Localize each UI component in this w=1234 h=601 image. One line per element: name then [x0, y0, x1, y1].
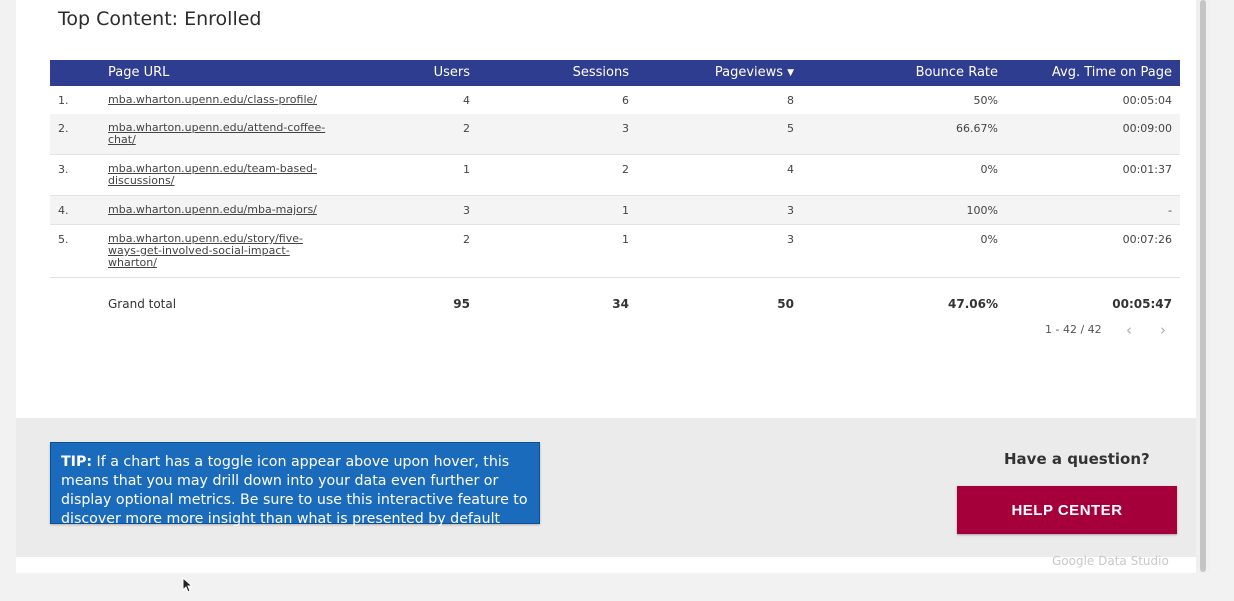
chevron-left-icon[interactable]: ‹: [1126, 321, 1132, 339]
footer-panel: [16, 418, 1196, 557]
users-cell: 2: [463, 122, 470, 135]
question-heading: Have a question?: [1004, 450, 1150, 468]
row-number: 3.: [58, 163, 69, 176]
google-data-studio-logo: Google Data Studio: [1052, 554, 1169, 568]
column-header-avg-time[interactable]: Avg. Time on Page: [1051, 65, 1172, 80]
table-header: [50, 60, 1180, 86]
pagination-range: 1 - 42 / 42: [1045, 323, 1102, 336]
avg-time-cell: 00:05:04: [1122, 94, 1172, 107]
total-users: 95: [453, 297, 470, 311]
pageviews-cell: 3: [787, 204, 794, 217]
report-page: [16, 0, 1196, 573]
sort-descending-icon: ▼: [787, 68, 794, 78]
avg-time-cell: 00:01:37: [1122, 163, 1172, 176]
help-center-button[interactable]: HELP CENTER: [957, 486, 1177, 534]
table-row: [50, 225, 1180, 278]
sessions-cell: 2: [622, 163, 629, 176]
row-number: 5.: [58, 233, 69, 246]
mouse-cursor-icon: [182, 577, 192, 593]
pageviews-cell: 4: [787, 163, 794, 176]
grand-total-label: Grand total: [108, 297, 177, 311]
page-url-link[interactable]: mba.wharton.upenn.edu/story/five-ways-get-involved-social-impact-wharton/: [108, 232, 303, 269]
column-header-page-url[interactable]: Page URL: [108, 65, 170, 80]
bounce-rate-cell: 66.67%: [956, 122, 998, 135]
column-header-bounce-rate[interactable]: Bounce Rate: [915, 65, 998, 80]
top-content-table: [50, 60, 1180, 318]
total-avg-time: 00:05:47: [1112, 297, 1172, 311]
sessions-cell: 1: [622, 204, 629, 217]
total-sessions: 34: [612, 297, 629, 311]
page-url-link[interactable]: mba.wharton.upenn.edu/team-based-discussions/: [108, 162, 317, 187]
users-cell: 3: [463, 204, 470, 217]
page-scrollbar[interactable]: [1196, 0, 1210, 573]
pageviews-cell: 8: [787, 94, 794, 107]
bounce-rate-cell: 0%: [980, 233, 998, 246]
total-bounce-rate: 47.06%: [948, 297, 998, 311]
chevron-right-icon[interactable]: ›: [1160, 321, 1166, 339]
row-number: 2.: [58, 122, 69, 135]
report-title: Top Content: Enrolled: [58, 8, 262, 30]
bounce-rate-cell: 0%: [980, 163, 998, 176]
bounce-rate-cell: 100%: [966, 204, 998, 217]
column-header-sessions[interactable]: Sessions: [572, 65, 629, 80]
table-body[interactable]: [50, 86, 1180, 288]
avg-time-cell: -: [1168, 204, 1172, 217]
table-row: [50, 196, 1180, 225]
users-cell: 2: [463, 233, 470, 246]
table-row: [50, 114, 1180, 155]
column-header-users[interactable]: Users: [433, 65, 470, 80]
total-pageviews: 50: [777, 297, 794, 311]
users-cell: 4: [463, 94, 470, 107]
column-header-pageviews-label: Pageviews: [714, 65, 784, 80]
scrollbar-thumb[interactable]: [1200, 0, 1206, 572]
avg-time-cell: 00:09:00: [1122, 122, 1172, 135]
column-header-pageviews[interactable]: [715, 65, 794, 80]
row-number: 1.: [58, 94, 69, 107]
table-row: [50, 155, 1180, 196]
sessions-cell: 3: [622, 122, 629, 135]
tip-label: TIP:: [61, 454, 93, 470]
grand-total-row: [50, 288, 1180, 318]
page-url-link[interactable]: mba.wharton.upenn.edu/mba-majors/: [108, 203, 317, 216]
avg-time-cell: 00:07:26: [1122, 233, 1172, 246]
users-cell: 1: [463, 163, 470, 176]
table-row: [50, 86, 1180, 115]
pageviews-cell: 5: [787, 122, 794, 135]
tip-box: [50, 442, 540, 527]
page-url-link[interactable]: mba.wharton.upenn.edu/attend-coffee-chat/: [108, 121, 326, 146]
pageviews-cell: 3: [787, 233, 794, 246]
sessions-cell: 6: [622, 94, 629, 107]
bounce-rate-cell: 50%: [973, 94, 998, 107]
page-url-link[interactable]: mba.wharton.upenn.edu/class-profile/: [108, 93, 317, 106]
row-number: 4.: [58, 204, 69, 217]
sessions-cell: 1: [622, 233, 629, 246]
tip-text: If a chart has a toggle icon appear above upon hover, this means that you may drill down into your data even further or display optional metrics. Be sure to use this interactive feature to discover more more insight than what is presented by default: [61, 454, 528, 527]
